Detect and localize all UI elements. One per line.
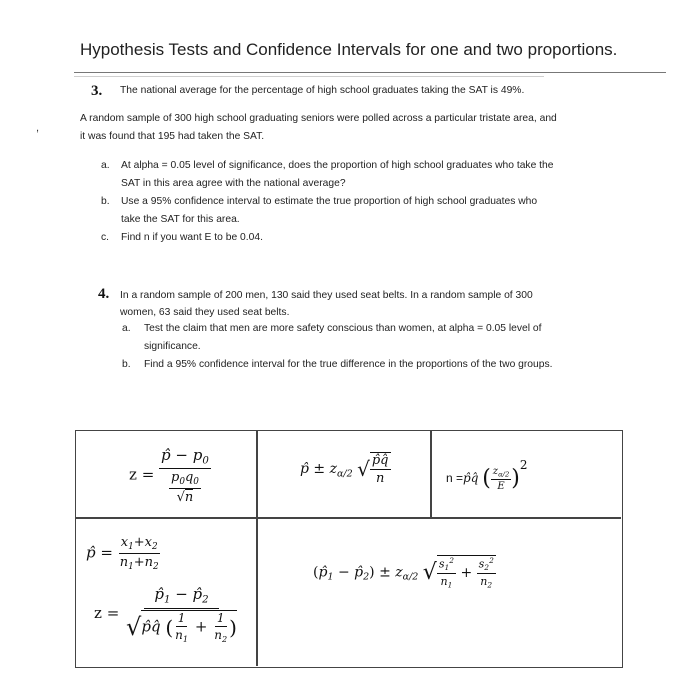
question-3b-marker: b. <box>101 196 110 207</box>
formula-z-one-proportion: z = $\frac{p̂ - p_0}{\frac{p_0q_0}{√n}}$ <box>129 446 209 505</box>
question-3b-line-1: Use a 95% confidence interval to estimate the true proportion of high school graduates who <box>121 196 538 207</box>
title-underline-shadow <box>74 76 544 77</box>
formula-pooled-proportion: p̂ = $\frac{x_1+x_2}{n_1+n_2}$ <box>86 535 159 573</box>
question-4-number: 4. <box>98 286 110 302</box>
question-3-body-line-2: it was found that 195 had taken the SAT. <box>80 131 265 142</box>
question-4a-line-2: significance. <box>144 341 201 352</box>
margin-mark: , <box>36 122 40 134</box>
question-3b-line-2: take the SAT for this area. <box>121 214 240 225</box>
formula-table-horizontal-divider <box>76 517 621 519</box>
formula-ci-one-proportion: p̂ ± $z_{\alpha/2}$ √ $\frac{p̂q̂}{n}$ <box>300 453 389 486</box>
formula-ci-two-proportions: ($p̂_1$ − $p̂_2) \pm z_{\alpha/2}$ √ $\frac{s_1^2}{n_1}$ + $\frac{s_2^2}{n_2}$ <box>313 556 494 590</box>
question-4-line-2: women, 63 said they used seat belts. <box>120 307 290 318</box>
question-3-body-line-1: A random sample of 300 high school graduating seniors were polled across a particular tristate area, and <box>80 113 557 124</box>
formula-table-vertical-divider <box>256 431 258 666</box>
question-4-line-1: In a random sample of 200 men, 130 said they used seat belts. In a random sample of 300 <box>120 290 533 301</box>
formula-sample-size: n =p̂q̂ ( $\frac{z_{\alpha/2}}{E}$ )2 <box>446 458 528 492</box>
title-underline <box>74 72 666 73</box>
question-3c-marker: c. <box>101 232 110 243</box>
question-3c-line-1: Find n if you want E to be 0.04. <box>121 232 263 243</box>
question-3a-line-2: SAT in this area agree with the national average? <box>121 178 346 189</box>
formula-table-vertical-divider-2 <box>430 431 432 518</box>
question-3-number: 3. <box>91 83 103 99</box>
question-4a-marker: a. <box>122 323 131 334</box>
question-4b-marker: b. <box>122 359 131 370</box>
page-title: Hypothesis Tests and Confidence Intervals for one and two proportions. <box>80 40 618 59</box>
question-3-intro: The national average for the percentage of high school graduates taking the SAT is 49%. <box>120 85 525 96</box>
question-4b-line-1: Find a 95% confidence interval for the true difference in the proportions of the two groups. <box>144 359 553 370</box>
question-3a-marker: a. <box>101 160 110 171</box>
question-4a-line-1: Test the claim that men are more safety conscious than women, at alpha = 0.05 level of <box>144 323 542 334</box>
formula-z-two-proportions: z = $p̂_1$ − $p̂_2$ √p̂q̂ ( $\frac{1}{n_1}$ + $\frac{1}{n_2}$ ) <box>94 585 237 644</box>
question-3a-line-1: At alpha = 0.05 level of significance, does the proportion of high school graduates who take the <box>121 160 554 171</box>
